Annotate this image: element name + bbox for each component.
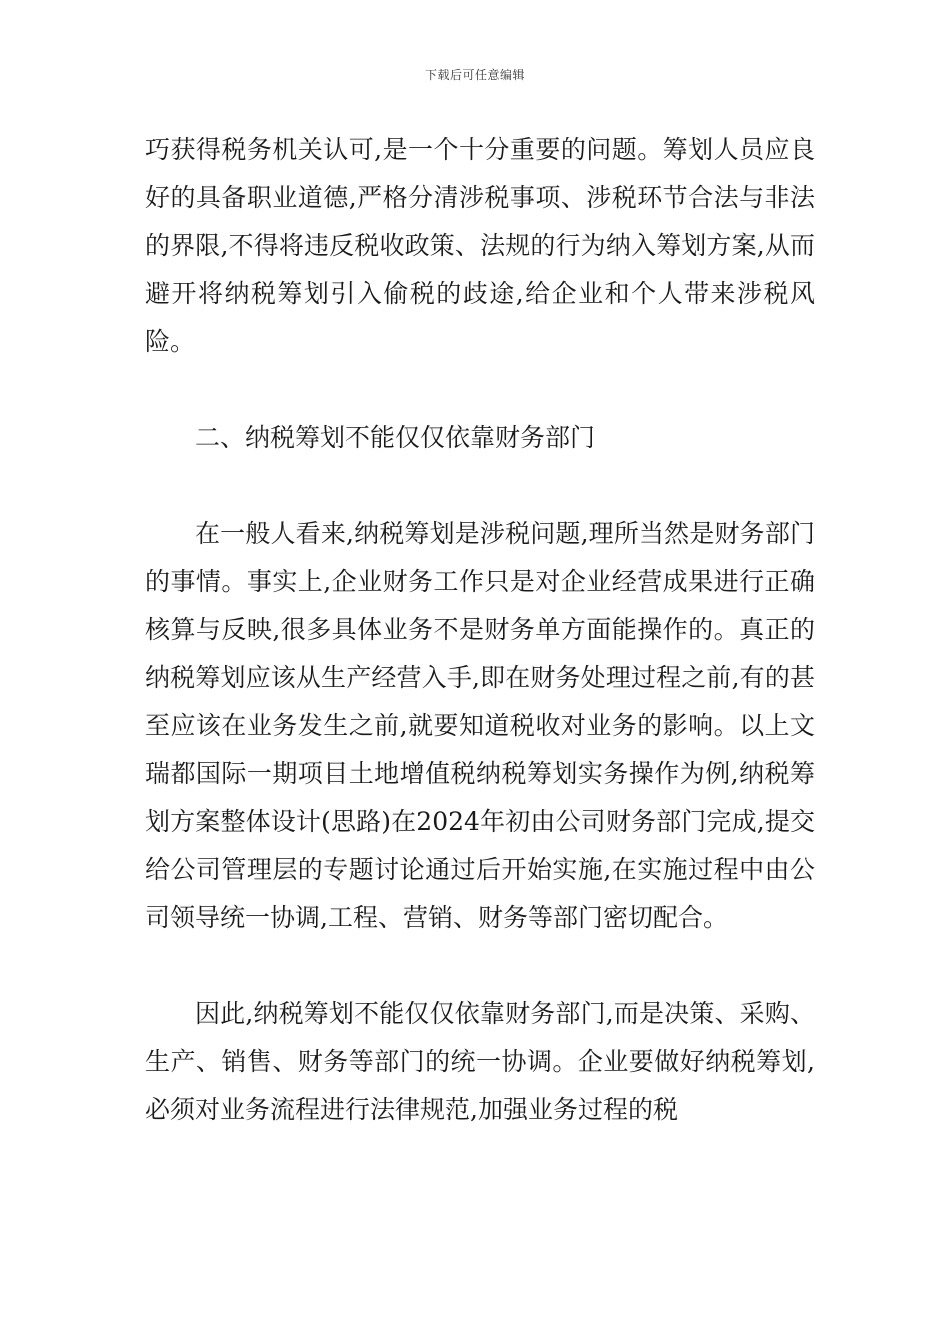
paragraph-conclusion: 因此,纳税筹划不能仅仅依靠财务部门,而是决策、采购、生产、销售、财务等部门的统一协调。企业要做好纳税筹划,必须对业务流程进行法律规范,加强业务过程的税 [145, 999, 815, 1124]
paragraph-gap [145, 462, 815, 510]
paragraph-gap [145, 366, 815, 414]
page-header-note: 下载后可任意编辑 [424, 68, 525, 82]
paragraph-body: 在一般人看来,纳税筹划是涉税问题,理所当然是财务部门的事情。事实上,企业财务工作只是对企业经营成果进行正确核算与反映,很多具体业务不是财务单方面能操作的。真正的纳税筹划应该从生产经营入手,即在财务处理过程之前,有的甚至应该在业务发生之前,就要知道税收对业务的影响。以上文瑞都国际一期项目土地增值税纳税筹划实务操作为例,纳税筹划方案整体设计(思路)在2024年初由公司财务部门完成,提交给公司管理层的专题讨论通过后开始实施,在实施过程中由公司领导统一协调,工程、营销、财务等部门密切配合。 [145, 519, 815, 932]
document-body [145, 126, 815, 1134]
paragraph-continuation: 巧获得税务机关认可,是一个十分重要的问题。筹划人员应良好的具备职业道德,严格分清涉税事项、涉税环节合法与非法的界限,不得将违反税收政策、法规的行为纳入筹划方案,从而避开将纳税筹划引入偷税的歧途,给企业和个人带来涉税风险。 [145, 135, 815, 356]
section-heading: 二、纳税筹划不能仅仅依靠财务部门 [195, 423, 596, 452]
paragraph-gap [145, 942, 815, 990]
